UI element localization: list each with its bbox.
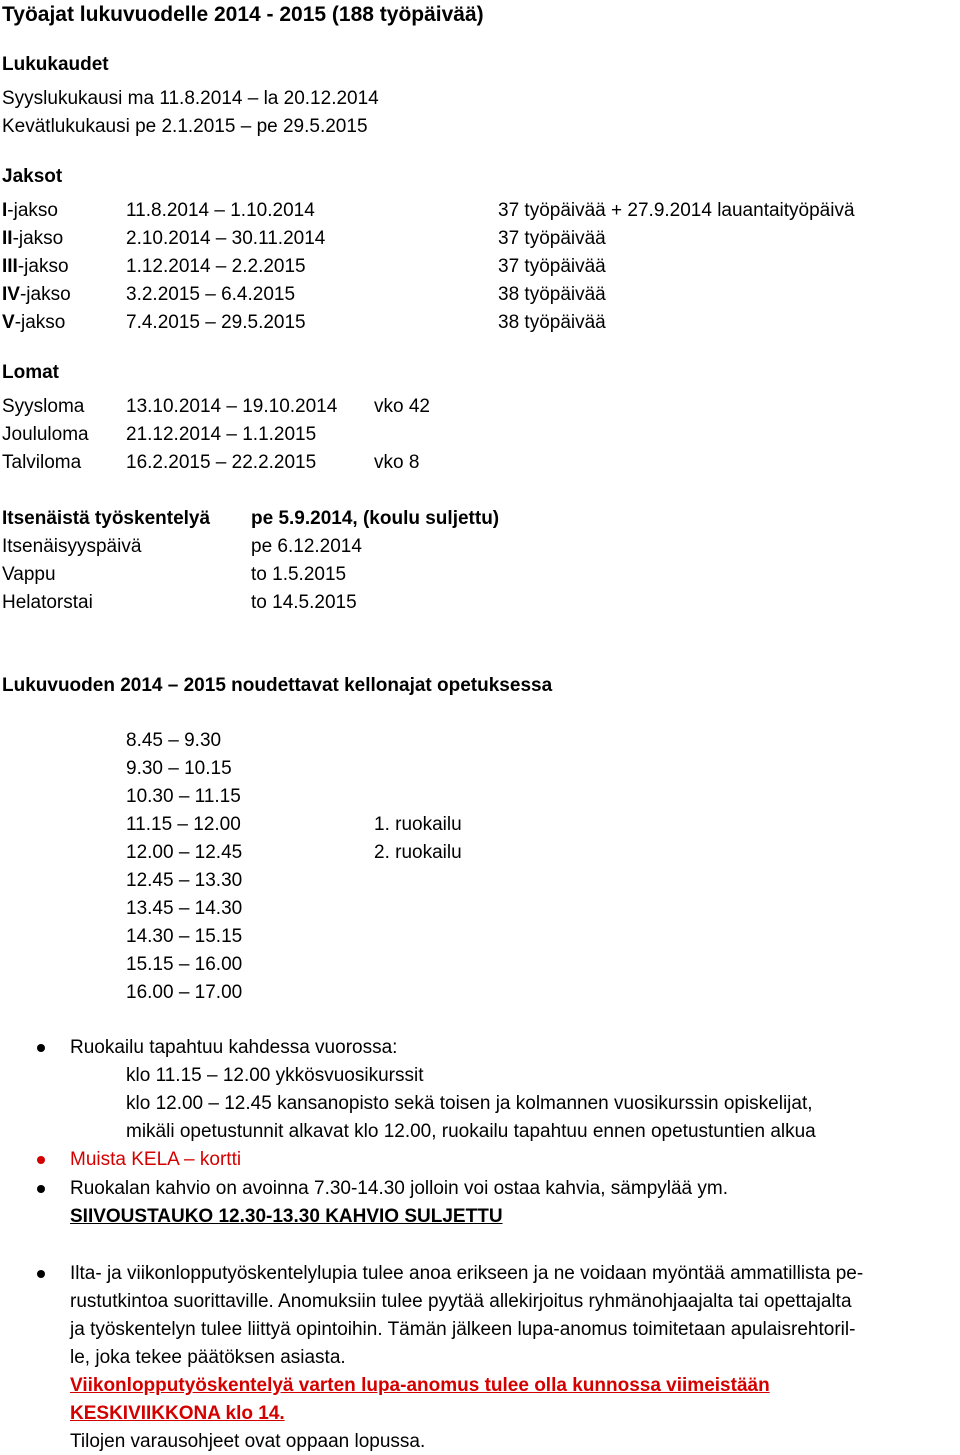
schedule-note: 2. ruokailu (374, 842, 462, 863)
jakso-name: II-jakso (2, 228, 64, 249)
lunch-line-1: klo 11.15 – 12.00 ykkösvuosikurssit (126, 1065, 424, 1086)
jaksot-heading: Jaksot (2, 166, 63, 187)
lunch-line-2: klo 12.00 – 12.45 kansanopisto sekä toisen ja kolmannen vuosikurssin opiskelijat, (126, 1093, 813, 1114)
special-day-date: to 14.5.2015 (251, 592, 357, 613)
loma-name: Syysloma (2, 396, 85, 417)
permit-line: le, joka tekee päätöksen asiasta. (70, 1347, 346, 1368)
loma-dates: 13.10.2014 – 19.10.2014 (126, 396, 338, 417)
bullet-icon (37, 1156, 45, 1164)
schedule-heading: Lukuvuoden 2014 – 2015 noudettavat kellonajat opetuksessa (2, 675, 553, 696)
term-autumn: Syyslukukausi ma 11.8.2014 – la 20.12.2014 (2, 88, 379, 109)
loma-dates: 16.2.2015 – 22.2.2015 (126, 452, 317, 473)
special-day-date: pe 5.9.2014, (koulu suljettu) (251, 508, 500, 529)
lomat-heading: Lomat (2, 362, 59, 383)
bullet-icon (37, 1270, 45, 1278)
schedule-time: 10.30 – 11.15 (126, 786, 241, 807)
jakso-name: IV-jakso (2, 284, 71, 305)
page-title: Työajat lukuvuodelle 2014 - 2015 (188 työpäivää) (2, 3, 484, 26)
schedule-time: 8.45 – 9.30 (126, 730, 222, 751)
lunch-intro: Ruokailu tapahtuu kahdessa vuorossa: (70, 1037, 398, 1058)
special-day-date: to 1.5.2015 (251, 564, 347, 585)
special-day-name: Helatorstai (2, 592, 93, 613)
jakso-dates: 1.12.2014 – 2.2.2015 (126, 256, 306, 277)
permit-line: Ilta- ja viikonlopputyöskentelylupia tulee anoa erikseen ja ne voidaan myöntää ammatillista pe- (70, 1263, 864, 1284)
special-day-name: Itsenäisyyspäivä (2, 536, 142, 557)
jakso-name: III-jakso (2, 256, 69, 277)
permit-line: ja työskentelyn tulee liittyä opintoihin. Tämän jälkeen lupa-anomus toimitetaan apulaisrehtoril- (70, 1319, 856, 1340)
special-day-name: Vappu (2, 564, 56, 585)
loma-name: Talviloma (2, 452, 82, 473)
jakso-info: 38 työpäivää (498, 284, 606, 305)
deadline-line-2: KESKIVIIKKONA klo 14. (70, 1403, 285, 1424)
loma-name: Joululoma (2, 424, 89, 445)
loma-week: vko 8 (374, 452, 420, 473)
schedule-time: 16.00 – 17.00 (126, 982, 243, 1003)
term-spring: Kevätlukukausi pe 2.1.2015 – pe 29.5.2015 (2, 116, 368, 137)
schedule-time: 15.15 – 16.00 (126, 954, 243, 975)
jakso-name: V-jakso (2, 312, 66, 333)
schedule-time: 14.30 – 15.15 (126, 926, 243, 947)
jakso-dates: 3.2.2015 – 6.4.2015 (126, 284, 296, 305)
jakso-info: 38 työpäivää (498, 312, 606, 333)
jakso-info: 37 työpäivää + 27.9.2014 lauantaityöpäivä (498, 200, 855, 221)
loma-dates: 21.12.2014 – 1.1.2015 (126, 424, 317, 445)
bullet-icon (37, 1185, 45, 1193)
special-day-name: Itsenäistä työskentelyä (2, 508, 211, 529)
permit-line: rustutkintoa suorittaville. Anomuksiin tulee pyytää allekirjoitus ryhmänohjaajalta tai opettajalta (70, 1291, 852, 1312)
schedule-note: 1. ruokailu (374, 814, 462, 835)
kela-reminder: Muista KELA – kortti (70, 1149, 242, 1170)
reservation-instructions: Tilojen varausohjeet ovat oppaan lopussa. (70, 1431, 426, 1452)
schedule-time: 9.30 – 10.15 (126, 758, 232, 779)
jakso-info: 37 työpäivää (498, 256, 606, 277)
schedule-time: 12.45 – 13.30 (126, 870, 243, 891)
lukukaudet-heading: Lukukaudet (2, 54, 109, 75)
schedule-time: 12.00 – 12.45 (126, 842, 243, 863)
jakso-name: I-jakso (2, 200, 58, 221)
loma-week: vko 42 (374, 396, 430, 417)
jakso-info: 37 työpäivää (498, 228, 606, 249)
jakso-dates: 11.8.2014 – 1.10.2014 (126, 200, 315, 221)
bullet-icon (37, 1044, 45, 1052)
jakso-dates: 2.10.2014 – 30.11.2014 (126, 228, 326, 249)
special-day-date: pe 6.12.2014 (251, 536, 362, 557)
schedule-time: 11.15 – 12.00 (126, 814, 241, 835)
cleaning-break: SIIVOUSTAUKO 12.30-13.30 KAHVIO SULJETTU (70, 1206, 503, 1227)
cafe-info: Ruokalan kahvio on avoinna 7.30-14.30 jolloin voi ostaa kahvia, sämpylää ym. (70, 1178, 729, 1199)
jakso-dates: 7.4.2015 – 29.5.2015 (126, 312, 306, 333)
schedule-time: 13.45 – 14.30 (126, 898, 243, 919)
deadline-line-1: Viikonlopputyöskentelyä varten lupa-anomus tulee olla kunnossa viimeistään (70, 1375, 770, 1396)
lunch-line-3: mikäli opetustunnit alkavat klo 12.00, ruokailu tapahtuu ennen opetustuntien alkua (126, 1121, 816, 1142)
